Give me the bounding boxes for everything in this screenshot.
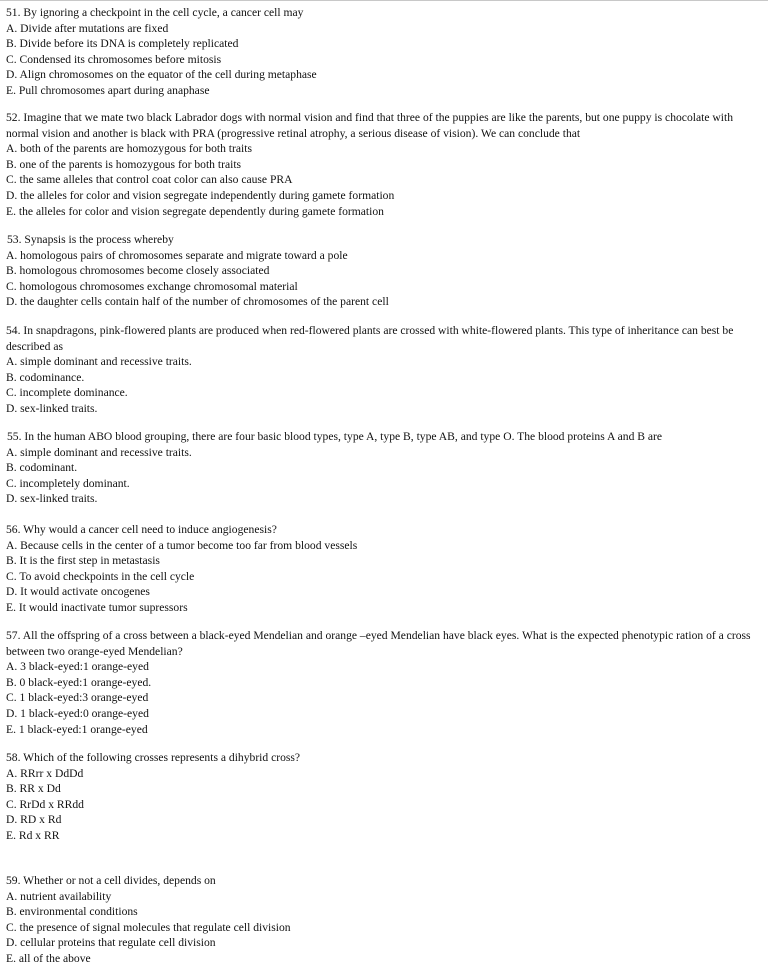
question-57: [6, 628, 758, 737]
answer-option-a: A. simple dominant and recessive traits.: [6, 445, 192, 459]
answer-option-a: A. 3 black-eyed:1 orange-eyed: [6, 660, 149, 674]
answer-option-b: B. Divide before its DNA is completely replicated: [6, 37, 239, 51]
answer-option-b: B. It is the first step in metastasis: [6, 554, 160, 568]
question-stem: 54. In snapdragons, pink-flowered plants are produced when red-flowered plants are crossed with white-flowered plants. This type of inheritance can best be described as: [6, 324, 734, 353]
answer-option-d: D. Align chromosomes on the equator of the cell during metaphase: [6, 68, 317, 82]
answer-option-d: D. the alleles for color and vision segregate independently during gamete formation: [6, 188, 395, 202]
question-56: [6, 522, 758, 616]
question-54: [6, 323, 758, 417]
question-58: [6, 750, 758, 844]
answer-options: [6, 354, 758, 416]
answer-options: [6, 21, 758, 99]
question-53: [6, 232, 758, 310]
question-stem: 58. Which of the following crosses represents a dihybrid cross?: [6, 751, 301, 764]
answer-option-c: C. incompletely dominant.: [6, 476, 130, 490]
answer-option-a: A. nutrient availability: [6, 889, 112, 903]
answer-option-e: E. 1 black-eyed:1 orange-eyed: [6, 722, 148, 736]
answer-option-c: C. To avoid checkpoints in the cell cycle: [6, 569, 195, 583]
answer-option-d: D. cellular proteins that regulate cell division: [6, 936, 216, 950]
answer-options: [6, 659, 758, 737]
answer-option-c: C. incomplete dominance.: [6, 386, 128, 400]
answer-option-d: D. RD x Rd: [6, 813, 62, 827]
question-51: [6, 5, 758, 99]
question-stem: 51. By ignoring a checkpoint in the cell cycle, a cancer cell may: [6, 6, 304, 19]
answer-option-d: D. the daughter cells contain half of the number of chromosomes of the parent cell: [6, 295, 389, 309]
answer-option-e: E. It would inactivate tumor supressors: [6, 600, 188, 614]
answer-options: [6, 248, 758, 310]
answer-options: [6, 141, 758, 219]
answer-option-e: E. Pull chromosomes apart during anaphase: [6, 83, 210, 97]
answer-option-b: B. codominance.: [6, 370, 85, 384]
answer-option-b: B. one of the parents is homozygous for both traits: [6, 157, 242, 171]
question-stem: 57. All the offspring of a cross between a black-eyed Mendelian and orange –eyed Mendelian have black eyes. What is the expected phenotypic ration of a cross between two orange-eyed Mendelian?: [6, 629, 751, 658]
question-59: [6, 873, 758, 967]
answer-option-d: D. sex-linked traits.: [6, 401, 98, 415]
answer-option-c: C. RrDd x RRdd: [6, 797, 84, 811]
question-stem: 59. Whether or not a cell divides, depends on: [6, 874, 216, 887]
answer-option-d: D. sex-linked traits.: [6, 492, 98, 506]
answer-option-c: C. 1 black-eyed:3 orange-eyed: [6, 691, 149, 705]
answer-options: [6, 538, 758, 616]
answer-options: [6, 889, 758, 967]
answer-option-d: D. 1 black-eyed:0 orange-eyed: [6, 706, 149, 720]
question-stem: 55. In the human ABO blood grouping, there are four basic blood types, type A, type B, type AB, and type O. The blood proteins A and B are: [7, 430, 663, 443]
question-55: [6, 429, 758, 507]
answer-option-a: A. both of the parents are homozygous for both traits: [6, 142, 252, 156]
answer-option-b: B. 0 black-eyed:1 orange-eyed.: [6, 675, 152, 689]
answer-option-b: B. homologous chromosomes become closely associated: [6, 264, 270, 278]
answer-option-c: C. Condensed its chromosomes before mitosis: [6, 52, 222, 66]
answer-options: [6, 445, 758, 507]
answer-option-d: D. It would activate oncogenes: [6, 585, 150, 599]
answer-option-a: A. homologous pairs of chromosomes separate and migrate toward a pole: [6, 248, 348, 262]
answer-option-c: C. the presence of signal molecules that regulate cell division: [6, 920, 291, 934]
question-stem: 53. Synapsis is the process whereby: [7, 233, 174, 246]
answer-option-b: B. environmental conditions: [6, 905, 138, 919]
answer-option-a: A. Because cells in the center of a tumor become too far from blood vessels: [6, 538, 358, 552]
answer-option-b: B. codominant.: [6, 461, 78, 475]
answer-option-e: E. the alleles for color and vision segregate dependently during gamete formation: [6, 204, 384, 218]
answer-option-a: A. Divide after mutations are fixed: [6, 21, 169, 35]
answer-option-e: E. all of the above: [6, 951, 91, 965]
answer-option-a: A. simple dominant and recessive traits.: [6, 355, 192, 369]
answer-option-c: C. the same alleles that control coat color can also cause PRA: [6, 173, 293, 187]
question-stem: 52. Imagine that we mate two black Labrador dogs with normal vision and find that three of the puppies are like the parents, but one puppy is chocolate with normal vision and another is black with PRA (progressive retinal atrophy, a serious disease of vision). We can conclude that: [6, 111, 733, 140]
answer-options: [6, 766, 758, 844]
question-52: [6, 110, 758, 219]
answer-option-c: C. homologous chromosomes exchange chromosomal material: [6, 279, 298, 293]
answer-option-e: E. Rd x RR: [6, 828, 60, 842]
question-stem: 56. Why would a cancer cell need to induce angiogenesis?: [6, 523, 277, 536]
answer-option-b: B. RR x Dd: [6, 782, 61, 796]
answer-option-a: A. RRrr x DdDd: [6, 766, 84, 780]
